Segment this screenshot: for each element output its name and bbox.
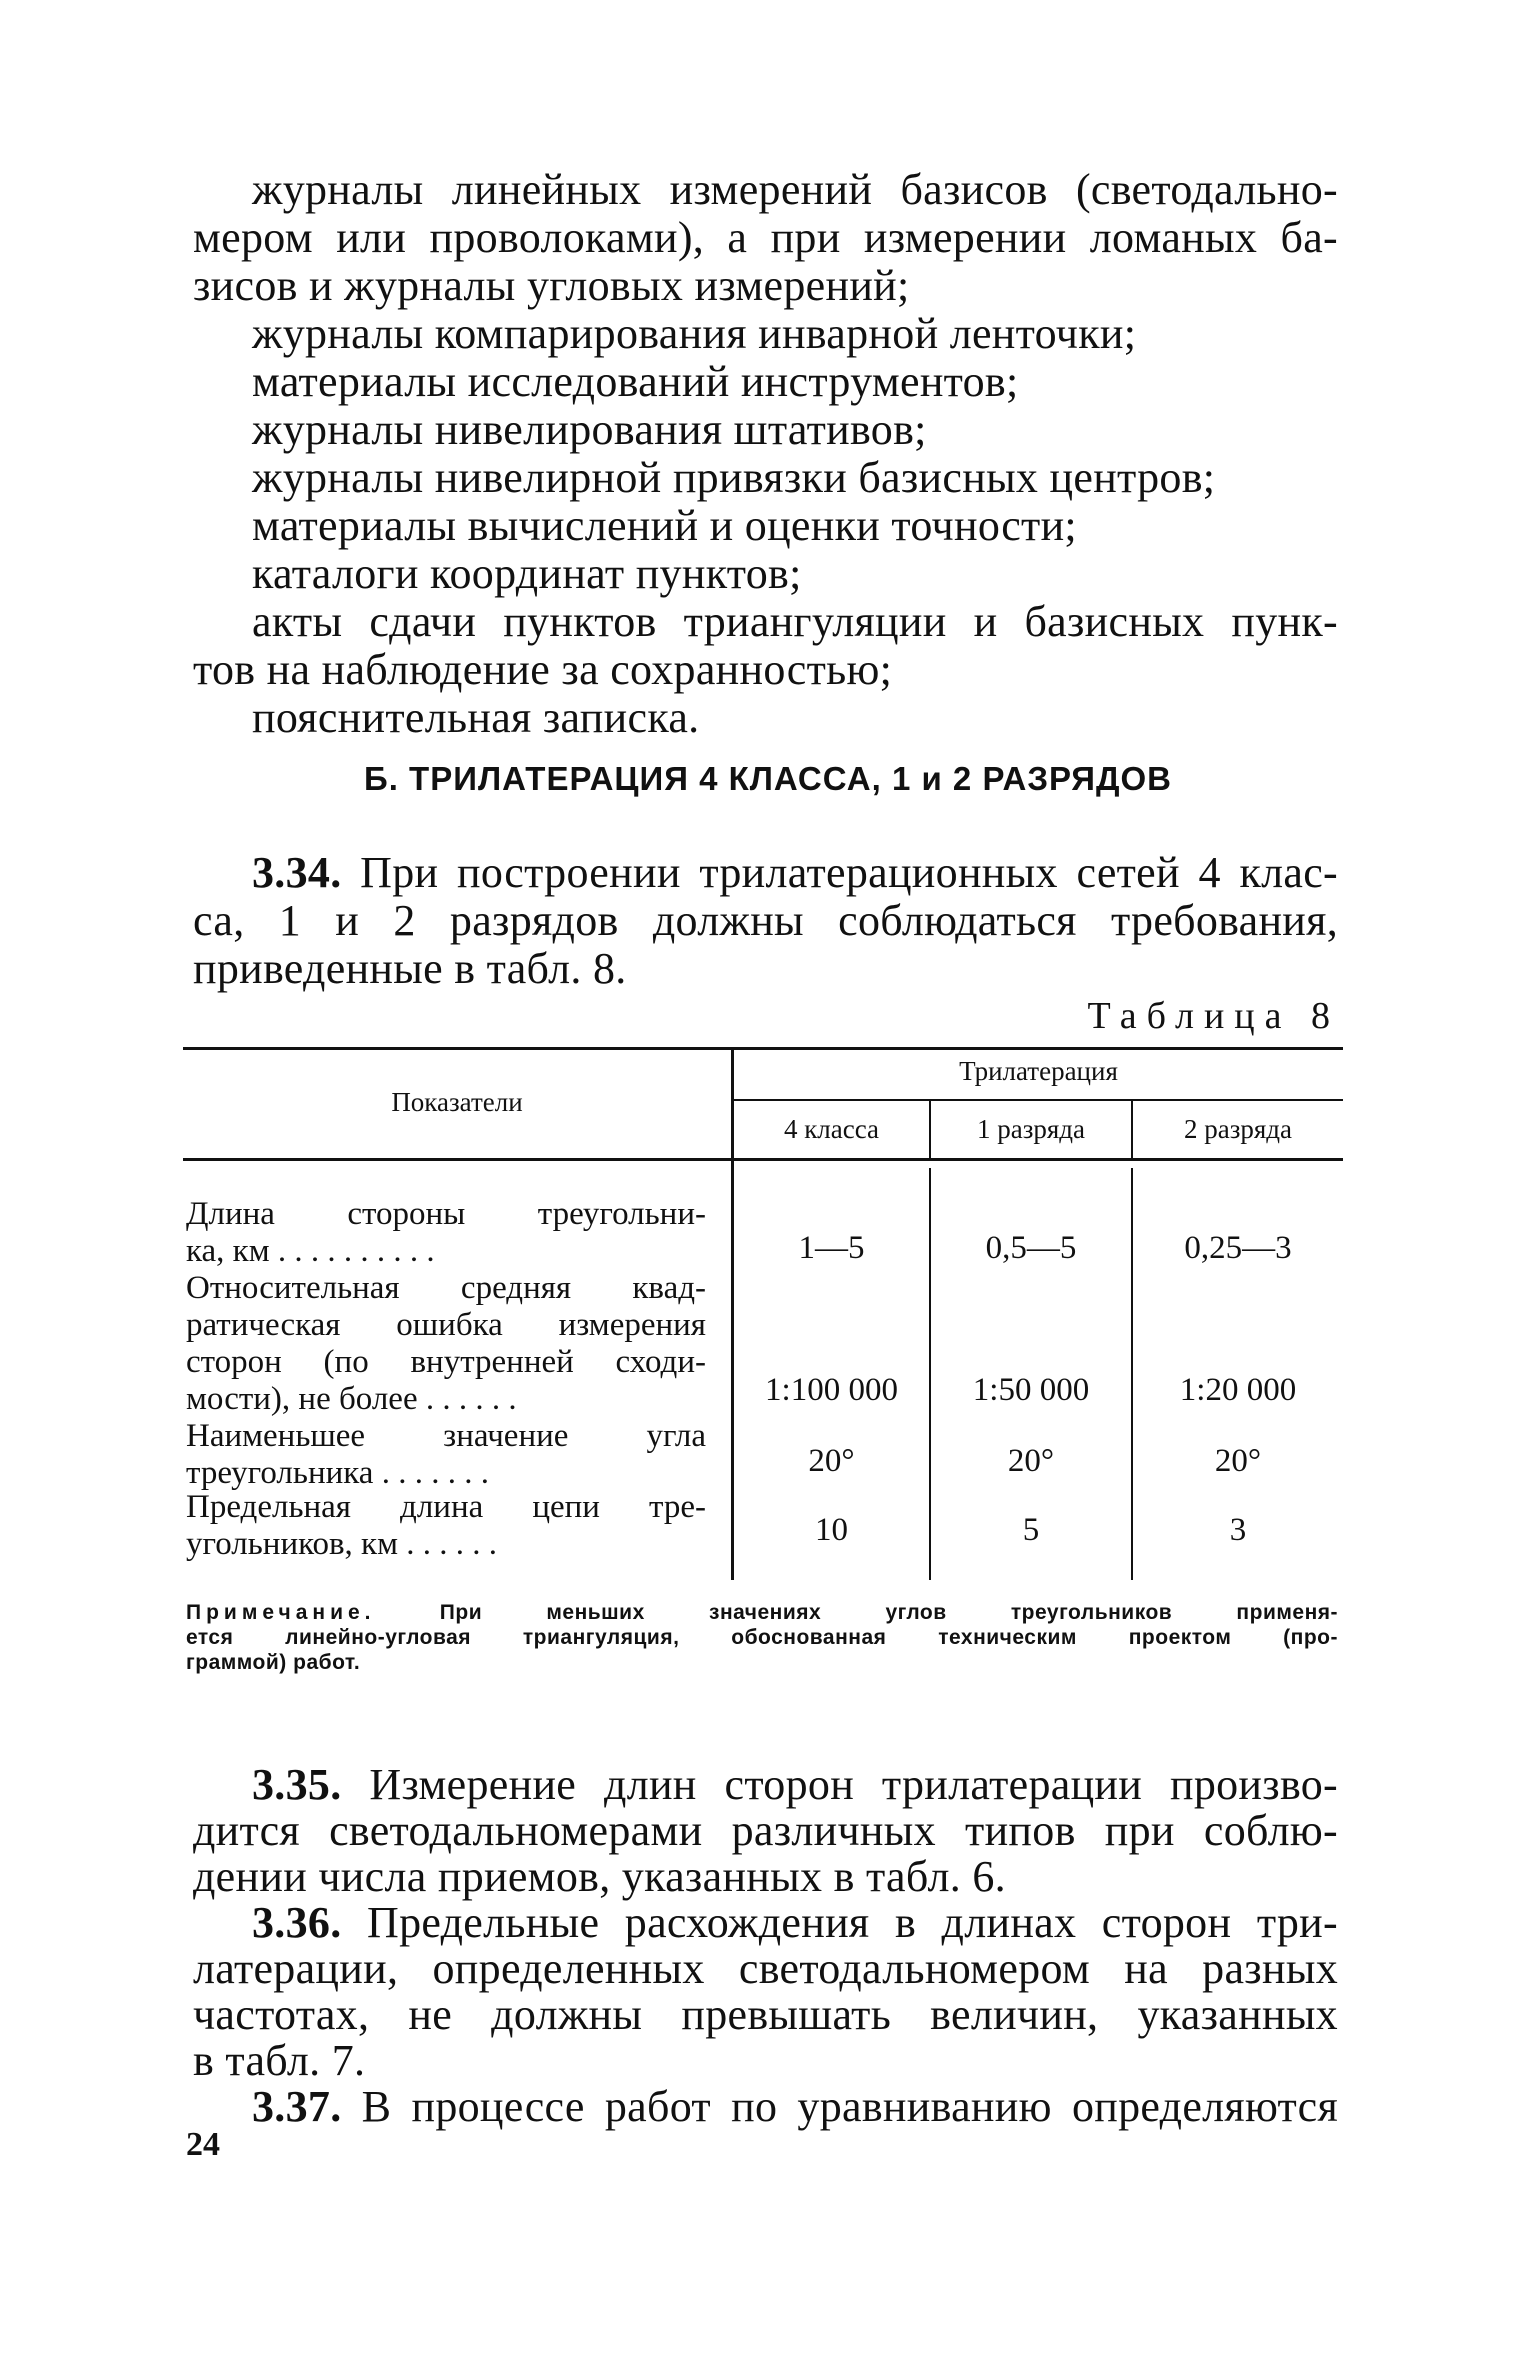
list-line: материалы исследований инструментов; [252, 357, 1019, 406]
table-row-label [186, 1270, 706, 1418]
table-cell: 1:50 000 [972, 1372, 1090, 1408]
label-line: Длина стороны треугольни- [186, 1196, 706, 1232]
note-text: При меньших значениях углов треугольников применя- [439, 1601, 1338, 1624]
label-line: мости), не более . . . . . . [186, 1381, 517, 1417]
paragraph-3-35-line1 [252, 1760, 1338, 1810]
paragraph-3-36-line3: частотах, не должны превышать величин, указанных [193, 1990, 1338, 2039]
note-line [186, 1600, 1338, 1625]
paragraph-3-35-line2: дится светодальномерами различных типов при соблю- [193, 1806, 1338, 1855]
table-cell: 20° [1007, 1443, 1055, 1479]
table-header-col: 2 разряда [1183, 1114, 1293, 1144]
table-cell: 0,5—5 [985, 1230, 1077, 1266]
table-cell: 20° [1214, 1443, 1262, 1479]
page-number: 24 [186, 2126, 220, 2163]
table-header-group: Трилатерация [959, 1056, 1118, 1086]
paragraph-text: В процессе работ по уравниванию определяются [361, 2082, 1338, 2131]
table-header-indicators: Показатели [391, 1087, 523, 1117]
note-lead: Примечание. [186, 1601, 376, 1624]
table-cell: 1:100 000 [765, 1372, 898, 1408]
label-line: ка, км . . . . . . . . . . [186, 1233, 435, 1269]
paragraph-number: 3.36. [252, 1898, 342, 1947]
table-top-rule [183, 1047, 1343, 1050]
paragraph-3-34-line2: са, 1 и 2 разрядов должны соблюдаться требования, [193, 896, 1338, 945]
list-line: материалы вычислений и оценки точности; [252, 501, 1077, 550]
paragraph-3-36-line2: латерации, определенных светодальномером на разных [193, 1944, 1338, 1993]
label-line: ратическая ошибка измерения [186, 1307, 706, 1343]
paragraph-text: Измерение длин сторон трилатерации произво- [369, 1760, 1338, 1809]
list-line: мером или проволоками), а при измерении ломаных ба- [193, 213, 1338, 262]
paragraph-3-36-line1 [252, 1898, 1338, 1948]
list-line: каталоги координат пунктов; [252, 549, 802, 598]
label-line: треугольника . . . . . . . [186, 1455, 489, 1491]
table-caption: Таблица 8 [1087, 995, 1340, 1037]
table-cell: 1—5 [798, 1230, 865, 1266]
table-cell: 0,25—3 [1184, 1230, 1292, 1266]
list-line: зисов и журналы угловых измерений; [193, 261, 910, 310]
note-line: граммой) работ. [186, 1651, 361, 1674]
list-line: журналы нивелирования штативов; [252, 405, 927, 454]
paragraph-number: 3.35. [252, 1760, 342, 1809]
paragraph-number: 3.34. [252, 848, 342, 897]
table-header-col: 4 класса [783, 1114, 880, 1144]
table-cell: 5 [1022, 1512, 1040, 1548]
table-cell: 3 [1229, 1512, 1247, 1548]
label-line: угольников, км . . . . . . [186, 1526, 497, 1562]
list-line: журналы линейных измерений базисов (светодально- [252, 165, 1338, 214]
label-line: Предельная длина цепи тре- [186, 1489, 706, 1525]
paragraph-3-34-line3: приведенные в табл. 8. [193, 944, 627, 993]
table-header-rule [183, 1158, 1343, 1161]
table-cell: 1:20 000 [1179, 1372, 1297, 1408]
list-line: тов на наблюдение за сохранностью; [193, 645, 893, 694]
list-line: пояснительная записка. [252, 693, 700, 742]
paragraph-3-37-line1 [252, 2082, 1338, 2132]
table-row-label [186, 1418, 706, 1492]
table-row-label [186, 1489, 706, 1563]
table-row-label [186, 1196, 706, 1270]
table-cell: 10 [815, 1512, 848, 1548]
paragraph-text: Предельные расхождения в длинах сторон три- [367, 1898, 1338, 1947]
list-line: журналы компарирования инварной ленточки; [252, 309, 1137, 358]
label-line: Относительная средняя квад- [186, 1270, 706, 1306]
paragraph-3-36-line4: в табл. 7. [193, 2036, 366, 2085]
table-cell: 20° [808, 1443, 855, 1479]
list-line: журналы нивелирной привязки базисных центров; [252, 453, 1216, 502]
paragraph-text: При построении трилатерационных сетей 4 клас- [360, 848, 1338, 897]
paragraph-number: 3.37. [252, 2082, 342, 2131]
label-line: сторон (по внутренней сходи- [186, 1344, 706, 1380]
table-note [186, 1600, 1338, 1675]
label-line: Наименьшее значение угла [186, 1418, 706, 1454]
paragraph-3-34-line1 [252, 848, 1338, 898]
note-line: ется линейно-угловая триангуляция, обоснованная техническим проектом (про- [186, 1626, 1338, 1649]
table-header-col: 1 разряда [976, 1114, 1086, 1144]
section-heading: Б. ТРИЛАТЕРАЦИЯ 4 КЛАССА, 1 и 2 РАЗРЯДОВ [364, 760, 1172, 797]
table-group-rule [733, 1099, 1343, 1101]
list-line: акты сдачи пунктов триангуляции и базисных пунк- [252, 597, 1338, 646]
paragraph-3-35-line3: дении числа приемов, указанных в табл. 6. [193, 1852, 1006, 1901]
